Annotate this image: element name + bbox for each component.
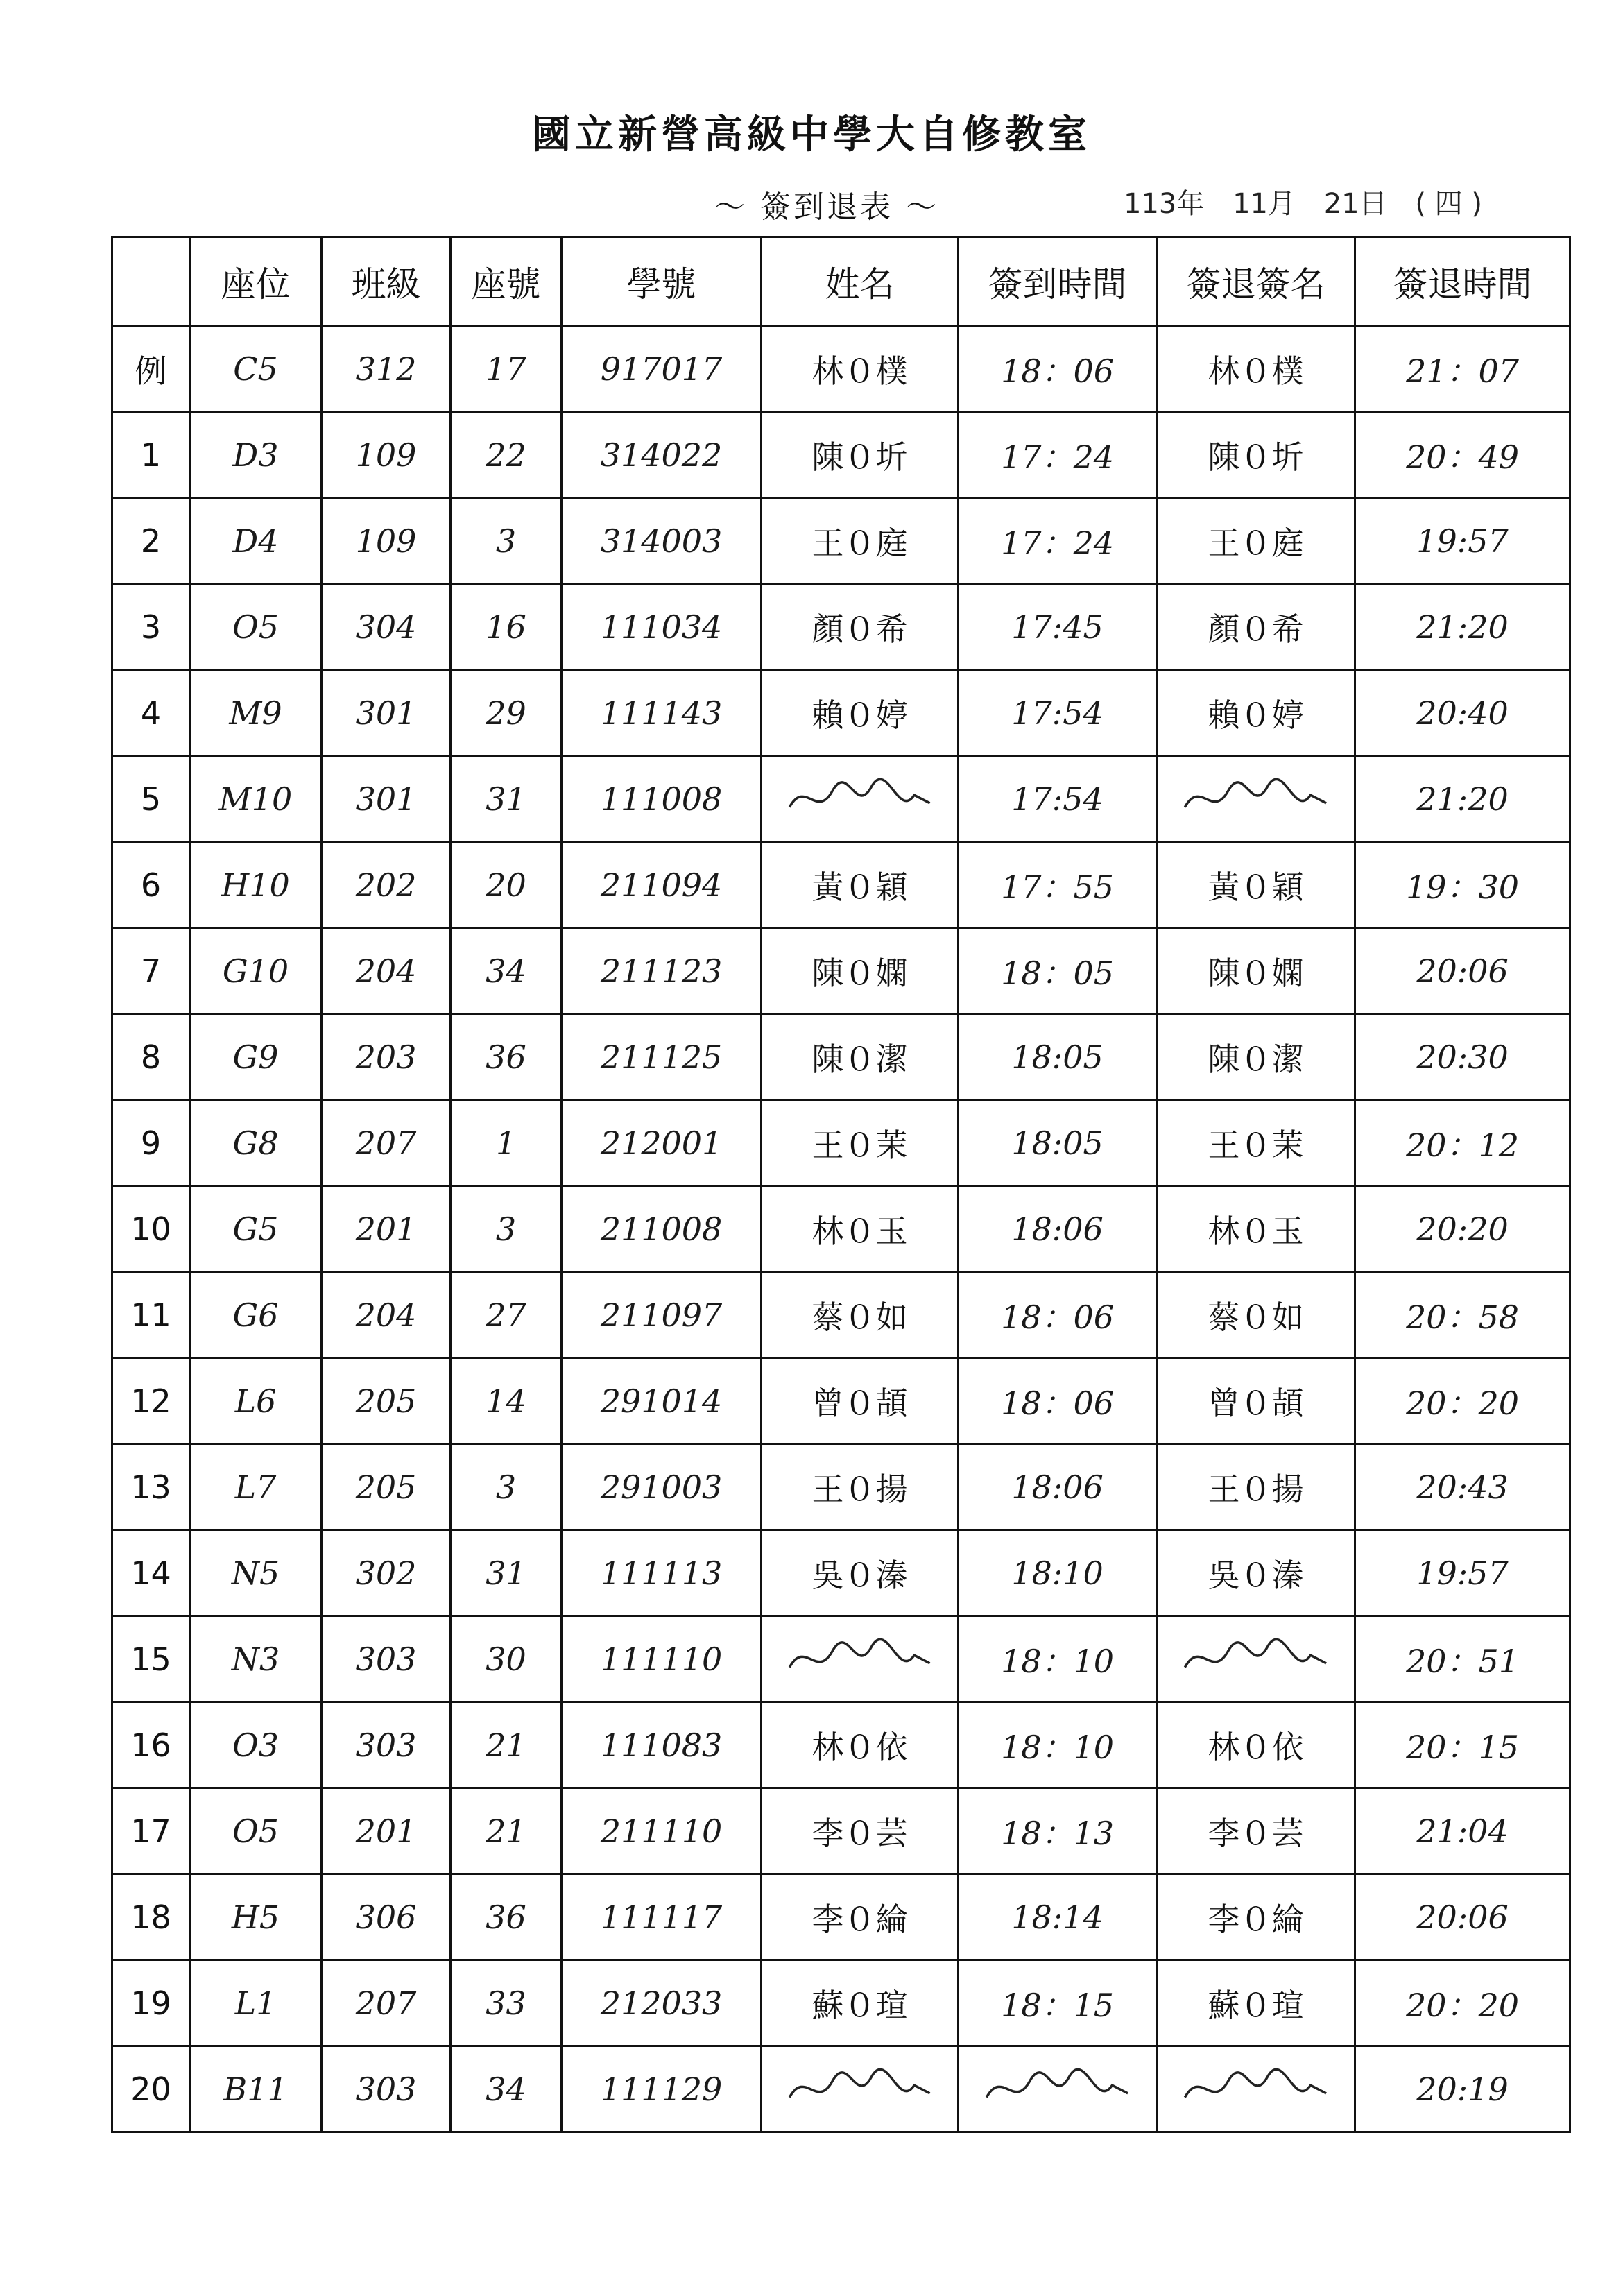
col-header-seat: 座位: [190, 237, 322, 326]
signout-signature-cell: 吳０溱: [1157, 1530, 1355, 1616]
signout-time-cell: 21：07: [1355, 326, 1570, 412]
row-number: 5: [112, 756, 190, 842]
signout-time-cell: 21:20: [1355, 756, 1570, 842]
signout-signature-cell: [1157, 2046, 1355, 2132]
class-cell: 205: [322, 1358, 451, 1444]
row-number: 19: [112, 1960, 190, 2046]
handwritten-signature: [782, 2065, 938, 2114]
signin-time-cell: 18:06: [959, 1444, 1157, 1530]
signout-time-cell: 20：51: [1355, 1616, 1570, 1702]
student-id-cell: 111129: [562, 2046, 762, 2132]
seat-number-cell: 36: [451, 1874, 562, 1960]
signout-time-cell: 20:06: [1355, 1874, 1570, 1960]
signin-time-cell: 18:05: [959, 1100, 1157, 1186]
signout-time-cell: 20：20: [1355, 1960, 1570, 2046]
handwritten-signature: [782, 1635, 938, 1684]
signout-signature-cell: 陳０嫻: [1157, 928, 1355, 1014]
row-number: 13: [112, 1444, 190, 1530]
signout-time-cell: 20：58: [1355, 1272, 1570, 1358]
signout-time-cell: 19:57: [1355, 1530, 1570, 1616]
row-number: 20: [112, 2046, 190, 2132]
seat-number-cell: 29: [451, 670, 562, 756]
name-cell: 蘇０瑄: [762, 1960, 959, 2046]
table-row: [112, 1358, 1570, 1444]
document-title: 國立新營高級中學大自修教室: [532, 112, 1091, 157]
seat-cell: O3: [190, 1702, 322, 1788]
student-id-cell: 291014: [562, 1358, 762, 1444]
signout-signature-cell: 賴０婷: [1157, 670, 1355, 756]
signin-time-cell: 17：55: [959, 842, 1157, 928]
student-id-cell: 211123: [562, 928, 762, 1014]
seat-number-cell: 36: [451, 1014, 562, 1100]
class-cell: 205: [322, 1444, 451, 1530]
student-id-cell: 211008: [562, 1186, 762, 1272]
table-row: [112, 1702, 1570, 1788]
signin-time-cell: 18：15: [959, 1960, 1157, 2046]
signin-time-cell: 18:05: [959, 1014, 1157, 1100]
class-cell: 204: [322, 1272, 451, 1358]
class-cell: 201: [322, 1788, 451, 1874]
signout-signature-cell: 林０依: [1157, 1702, 1355, 1788]
signin-time-cell: 18：10: [959, 1616, 1157, 1702]
seat-number-cell: 21: [451, 1788, 562, 1874]
seat-cell: B11: [190, 2046, 322, 2132]
date-year: 113年: [1124, 188, 1205, 220]
name-cell: 陳０嫻: [762, 928, 959, 1014]
class-cell: 207: [322, 1100, 451, 1186]
table-row: [112, 2046, 1570, 2132]
seat-cell: D3: [190, 412, 322, 498]
student-id-cell: 212033: [562, 1960, 762, 2046]
seat-cell: M10: [190, 756, 322, 842]
date-line: [1124, 182, 1502, 221]
class-cell: 202: [322, 842, 451, 928]
seat-number-cell: 16: [451, 584, 562, 670]
name-cell: [762, 2046, 959, 2132]
seat-number-cell: 33: [451, 1960, 562, 2046]
signout-time-cell: 20:43: [1355, 1444, 1570, 1530]
col-header-rowno: [112, 237, 190, 326]
student-id-cell: 212001: [562, 1100, 762, 1186]
handwritten-signature: [979, 2065, 1135, 2114]
seat-number-cell: 31: [451, 1530, 562, 1616]
table-row: [112, 1444, 1570, 1530]
seat-number-cell: 31: [451, 756, 562, 842]
row-number: 14: [112, 1530, 190, 1616]
seat-cell: D4: [190, 498, 322, 584]
row-number: 8: [112, 1014, 190, 1100]
class-cell: 207: [322, 1960, 451, 2046]
signout-signature-cell: 蘇０瑄: [1157, 1960, 1355, 2046]
signout-signature-cell: [1157, 756, 1355, 842]
signout-signature-cell: 蔡０如: [1157, 1272, 1355, 1358]
handwritten-signature: [1177, 775, 1334, 823]
signout-time-cell: 19：30: [1355, 842, 1570, 928]
class-cell: 306: [322, 1874, 451, 1960]
seat-cell: G10: [190, 928, 322, 1014]
class-cell: 109: [322, 412, 451, 498]
row-number: 18: [112, 1874, 190, 1960]
table-row: [112, 1530, 1570, 1616]
name-cell: [762, 1616, 959, 1702]
seat-number-cell: 30: [451, 1616, 562, 1702]
col-header-student-id: 學號: [562, 237, 762, 326]
signout-signature-cell: 王０庭: [1157, 498, 1355, 584]
date-month: 11月: [1233, 188, 1296, 220]
header-row: [112, 237, 1570, 326]
seat-number-cell: 34: [451, 2046, 562, 2132]
signout-signature-cell: 李０芸: [1157, 1788, 1355, 1874]
sign-in-out-table: [111, 236, 1571, 2133]
table-row: [112, 1788, 1570, 1874]
class-cell: 303: [322, 2046, 451, 2132]
name-cell: 黃０穎: [762, 842, 959, 928]
table-row: [112, 842, 1570, 928]
seat-number-cell: 20: [451, 842, 562, 928]
row-number: 11: [112, 1272, 190, 1358]
signin-time-cell: 18:14: [959, 1874, 1157, 1960]
row-number: 4: [112, 670, 190, 756]
signin-time-cell: 17:45: [959, 584, 1157, 670]
class-cell: 312: [322, 326, 451, 412]
seat-number-cell: 21: [451, 1702, 562, 1788]
col-header-class: 班級: [322, 237, 451, 326]
class-cell: 301: [322, 670, 451, 756]
signin-time-cell: 18：13: [959, 1788, 1157, 1874]
date-day: 21日: [1323, 188, 1387, 220]
signin-time-cell: 18：06: [959, 1272, 1157, 1358]
document-subtitle: ～ 簽到退表 ～: [714, 189, 939, 225]
student-id-cell: 211097: [562, 1272, 762, 1358]
name-cell: 吳０溱: [762, 1530, 959, 1616]
name-cell: [762, 756, 959, 842]
seat-number-cell: 17: [451, 326, 562, 412]
student-id-cell: 111117: [562, 1874, 762, 1960]
seat-number-cell: 14: [451, 1358, 562, 1444]
example-row: [112, 326, 1570, 412]
table-row: [112, 1874, 1570, 1960]
signout-time-cell: 20：15: [1355, 1702, 1570, 1788]
row-number: 1: [112, 412, 190, 498]
row-number: 例: [112, 326, 190, 412]
signout-signature-cell: 林０樸: [1157, 326, 1355, 412]
seat-cell: L7: [190, 1444, 322, 1530]
class-cell: 304: [322, 584, 451, 670]
seat-number-cell: 1: [451, 1100, 562, 1186]
name-cell: 林０依: [762, 1702, 959, 1788]
seat-cell: N3: [190, 1616, 322, 1702]
row-number: 9: [112, 1100, 190, 1186]
student-id-cell: 211110: [562, 1788, 762, 1874]
signout-signature-cell: 王０茉: [1157, 1100, 1355, 1186]
name-cell: 蔡０如: [762, 1272, 959, 1358]
student-id-cell: 111110: [562, 1616, 762, 1702]
seat-cell: L6: [190, 1358, 322, 1444]
signin-time-cell: 17:54: [959, 756, 1157, 842]
row-number: 6: [112, 842, 190, 928]
date-weekday: ( 四 ): [1415, 188, 1482, 220]
signin-time-cell: 17:54: [959, 670, 1157, 756]
table-row: [112, 1186, 1570, 1272]
name-cell: 賴０婷: [762, 670, 959, 756]
seat-cell: O5: [190, 584, 322, 670]
name-cell: 王０庭: [762, 498, 959, 584]
name-cell: 林０樸: [762, 326, 959, 412]
student-id-cell: 111083: [562, 1702, 762, 1788]
signout-signature-cell: 曾０頡: [1157, 1358, 1355, 1444]
signout-signature-cell: 王０揚: [1157, 1444, 1355, 1530]
seat-cell: C5: [190, 326, 322, 412]
name-cell: 李０綸: [762, 1874, 959, 1960]
signin-time-cell: 18：06: [959, 326, 1157, 412]
seat-cell: L1: [190, 1960, 322, 2046]
handwritten-signature: [1177, 2065, 1334, 2114]
row-number: 10: [112, 1186, 190, 1272]
student-id-cell: 314003: [562, 498, 762, 584]
table-row: [112, 584, 1570, 670]
seat-number-cell: 3: [451, 1186, 562, 1272]
signout-time-cell: 19:57: [1355, 498, 1570, 584]
signout-signature-cell: 陳０圻: [1157, 412, 1355, 498]
table-row: [112, 670, 1570, 756]
student-id-cell: 111143: [562, 670, 762, 756]
table-row: [112, 928, 1570, 1014]
table-row: [112, 1100, 1570, 1186]
signout-time-cell: 20：20: [1355, 1358, 1570, 1444]
handwritten-signature: [782, 775, 938, 823]
student-id-cell: 211094: [562, 842, 762, 928]
seat-number-cell: 22: [451, 412, 562, 498]
row-number: 7: [112, 928, 190, 1014]
signout-time-cell: 20:06: [1355, 928, 1570, 1014]
name-cell: 顏０希: [762, 584, 959, 670]
signin-time-cell: 18:06: [959, 1186, 1157, 1272]
signout-time-cell: 20:30: [1355, 1014, 1570, 1100]
handwritten-signature: [1177, 1635, 1334, 1684]
seat-cell: G5: [190, 1186, 322, 1272]
class-cell: 302: [322, 1530, 451, 1616]
class-cell: 303: [322, 1702, 451, 1788]
name-cell: 王０茉: [762, 1100, 959, 1186]
signin-time-cell: 18：10: [959, 1702, 1157, 1788]
signout-time-cell: 21:20: [1355, 584, 1570, 670]
signout-signature-cell: 林０玉: [1157, 1186, 1355, 1272]
seat-number-cell: 34: [451, 928, 562, 1014]
name-cell: 陳０潔: [762, 1014, 959, 1100]
class-cell: 201: [322, 1186, 451, 1272]
student-id-cell: 314022: [562, 412, 762, 498]
seat-number-cell: 27: [451, 1272, 562, 1358]
signin-time-cell: 18：05: [959, 928, 1157, 1014]
signin-time-cell: 17：24: [959, 412, 1157, 498]
class-cell: 203: [322, 1014, 451, 1100]
seat-cell: O5: [190, 1788, 322, 1874]
signout-signature-cell: [1157, 1616, 1355, 1702]
row-number: 15: [112, 1616, 190, 1702]
col-header-name: 姓名: [762, 237, 959, 326]
student-id-cell: 111008: [562, 756, 762, 842]
row-number: 2: [112, 498, 190, 584]
signin-time-cell: 18:10: [959, 1530, 1157, 1616]
seat-cell: N5: [190, 1530, 322, 1616]
seat-cell: M9: [190, 670, 322, 756]
seat-cell: G8: [190, 1100, 322, 1186]
seat-cell: H10: [190, 842, 322, 928]
signout-time-cell: 20:19: [1355, 2046, 1570, 2132]
name-cell: 林０玉: [762, 1186, 959, 1272]
name-cell: 李０芸: [762, 1788, 959, 1874]
signout-time-cell: 21:04: [1355, 1788, 1570, 1874]
name-cell: 曾０頡: [762, 1358, 959, 1444]
signin-time-cell: 18：06: [959, 1358, 1157, 1444]
student-id-cell: 291003: [562, 1444, 762, 1530]
table-row: [112, 412, 1570, 498]
student-id-cell: 211125: [562, 1014, 762, 1100]
seat-cell: H5: [190, 1874, 322, 1960]
signout-time-cell: 20：12: [1355, 1100, 1570, 1186]
row-number: 16: [112, 1702, 190, 1788]
table-row: [112, 1014, 1570, 1100]
seat-cell: G6: [190, 1272, 322, 1358]
signin-time-cell: [959, 2046, 1157, 2132]
name-cell: 陳０圻: [762, 412, 959, 498]
row-number: 17: [112, 1788, 190, 1874]
col-header-signin-time: 簽到時間: [959, 237, 1157, 326]
name-cell: 王０揚: [762, 1444, 959, 1530]
signout-signature-cell: 黃０穎: [1157, 842, 1355, 928]
class-cell: 109: [322, 498, 451, 584]
row-number: 3: [112, 584, 190, 670]
seat-number-cell: 3: [451, 1444, 562, 1530]
table-row: [112, 756, 1570, 842]
signout-time-cell: 20:20: [1355, 1186, 1570, 1272]
table-row: [112, 1616, 1570, 1702]
class-cell: 301: [322, 756, 451, 842]
signout-time-cell: 20:40: [1355, 670, 1570, 756]
signin-time-cell: 17：24: [959, 498, 1157, 584]
student-id-cell: 111034: [562, 584, 762, 670]
signout-signature-cell: 陳０潔: [1157, 1014, 1355, 1100]
seat-cell: G9: [190, 1014, 322, 1100]
col-header-signout-signature: 簽退簽名: [1157, 237, 1355, 326]
table-row: [112, 1960, 1570, 2046]
student-id-cell: 111113: [562, 1530, 762, 1616]
class-cell: 303: [322, 1616, 451, 1702]
class-cell: 204: [322, 928, 451, 1014]
signout-time-cell: 20：49: [1355, 412, 1570, 498]
row-number: 12: [112, 1358, 190, 1444]
col-header-signout-time: 簽退時間: [1355, 237, 1570, 326]
seat-number-cell: 3: [451, 498, 562, 584]
signout-signature-cell: 顏０希: [1157, 584, 1355, 670]
col-header-seat-number: 座號: [451, 237, 562, 326]
student-id-cell: 917017: [562, 326, 762, 412]
signout-signature-cell: 李０綸: [1157, 1874, 1355, 1960]
table-row: [112, 498, 1570, 584]
table-row: [112, 1272, 1570, 1358]
